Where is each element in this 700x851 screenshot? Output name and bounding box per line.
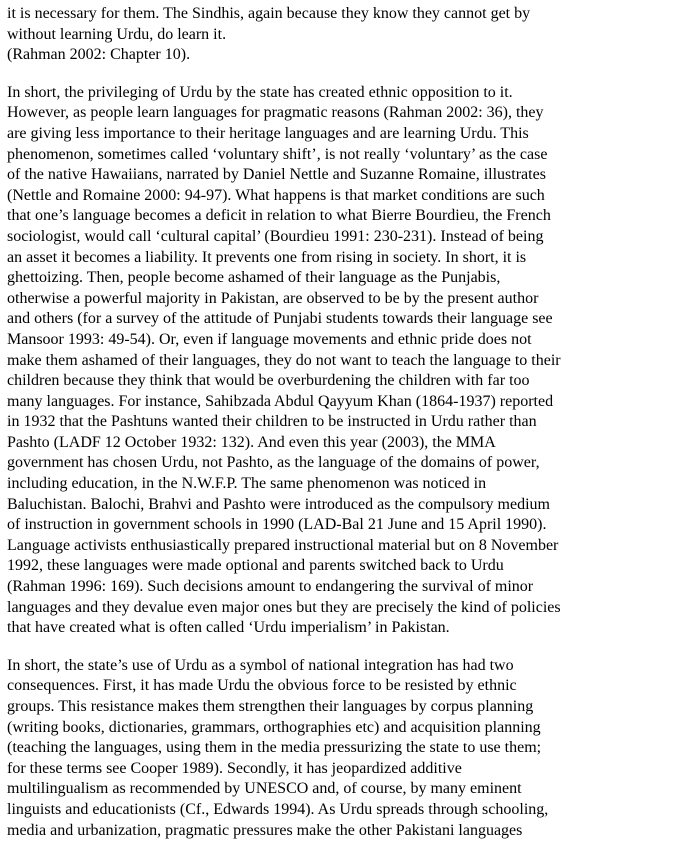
paragraph-state-use-of-urdu	[7, 656, 697, 841]
text-line: including education, in the N.W.F.P. The same phenomenon was noticed in	[7, 475, 487, 493]
text-line: in 1932 that the Pashtuns wanted their children to be instructed in Urdu rather than	[7, 413, 537, 431]
text-line: Pashto (LADF 12 October 1932: 132). And even this year (2003), the MMA	[7, 433, 496, 451]
text-line: groups. This resistance makes them strengthen their languages by corpus planning	[7, 698, 534, 715]
text-line: consequences. First, it has made Urdu the obvious force to be resisted by ethnic	[7, 677, 517, 695]
text-line: Baluchistan. Balochi, Brahvi and Pashto were introduced as the compulsory medium	[7, 495, 550, 513]
text-line: government has chosen Urdu, not Pashto, as the language of the domains of power,	[7, 454, 540, 472]
text-line: languages and they devalue even major ones but they are precisely the kind of policies	[7, 598, 561, 616]
text-line: sociologist, would call ‘cultural capital’ (Bourdieu 1991: 230-231). Instead of being	[7, 227, 544, 245]
text-line: many languages. For instance, Sahibzada Abdul Qayyum Khan (1864-1937) reported	[7, 392, 554, 410]
document-page	[7, 4, 697, 841]
text-line: (Rahman 1996: 169). Such decisions amount to endangering the survival of minor	[7, 578, 534, 596]
text-line: (Nettle and Romaine 2000: 94-97). What happens is that market conditions are such	[7, 186, 545, 204]
text-line: (teaching the languages, using them in the media pressurizing the state to use them;	[7, 739, 542, 757]
text-line: for these terms see Cooper 1989). Secondly, it has jeopardized additive	[7, 759, 462, 777]
text-line: Mansoor 1993: 49-54). Or, even if language movements and ethnic pride does not	[7, 330, 532, 348]
text-line: it is necessary for them. The Sindhis, again because they know they cannot get by	[7, 5, 531, 22]
text-line: phenomenon, sometimes called ‘voluntary shift’, is not really ‘voluntary’ as the case	[7, 145, 548, 163]
text-line: ghettoizing. Then, people become ashamed of their language as the Punjabis,	[7, 269, 501, 287]
text-line: (writing books, dictionaries, grammars, orthographies etc) and acquisition planning	[7, 718, 541, 736]
text-line: without learning Urdu, do learn it.	[7, 25, 227, 43]
text-line: of the native Hawaiians, narrated by Daniel Nettle and Suzanne Romaine, illustrates	[7, 166, 546, 184]
text-line: of instruction in government schools in 1990 (LAD-Bal 21 June and 15 April 1990).	[7, 516, 547, 534]
text-line: an asset it becomes a liability. It prevents one from rising in society. In short, it is	[7, 248, 527, 266]
text-line: are giving less importance to their heritage languages and are learning Urdu. This	[7, 124, 529, 142]
text-line: children because they think that would be overburdening the children with far too	[7, 372, 530, 390]
text-line: otherwise a powerful majority in Pakistan, are observed to be by the present author	[7, 289, 539, 307]
text-line: In short, the state’s use of Urdu as a symbol of national integration has had two	[7, 656, 514, 674]
text-line: linguists and educationists (Cf., Edwards 1994). As Urdu spreads through schooling,	[7, 800, 549, 818]
text-line: media and urbanization, pragmatic pressures make the other Pakistani languages	[7, 821, 523, 839]
text-line: multilingualism as recommended by UNESCO and, of course, by many eminent	[7, 780, 522, 798]
text-line: that one’s language becomes a deficit in relation to what Bierre Bourdieu, the French	[7, 207, 551, 225]
paragraph-urdu-privileging	[7, 83, 697, 639]
text-line: In short, the privileging of Urdu by the state has created ethnic opposition to it.	[7, 83, 513, 101]
text-line: Language activists enthusiastically prepared instructional material but on 8 November	[7, 536, 559, 554]
text-line: (Rahman 2002: Chapter 10).	[7, 46, 191, 64]
text-line: 1992, these languages were made optional and parents switched back to Urdu	[7, 557, 504, 575]
paragraph-sindhi-urdu-learning	[7, 4, 697, 66]
text-line: make them ashamed of their languages, they do not want to teach the language to their	[7, 351, 561, 369]
text-line: However, as people learn languages for pragmatic reasons (Rahman 2002: 36), they	[7, 104, 544, 122]
text-line: and others (for a survey of the attitude of Punjabi students towards their language see	[7, 310, 553, 328]
text-line: that have created what is often called ‘Urdu imperialism’ in Pakistan.	[7, 619, 450, 637]
